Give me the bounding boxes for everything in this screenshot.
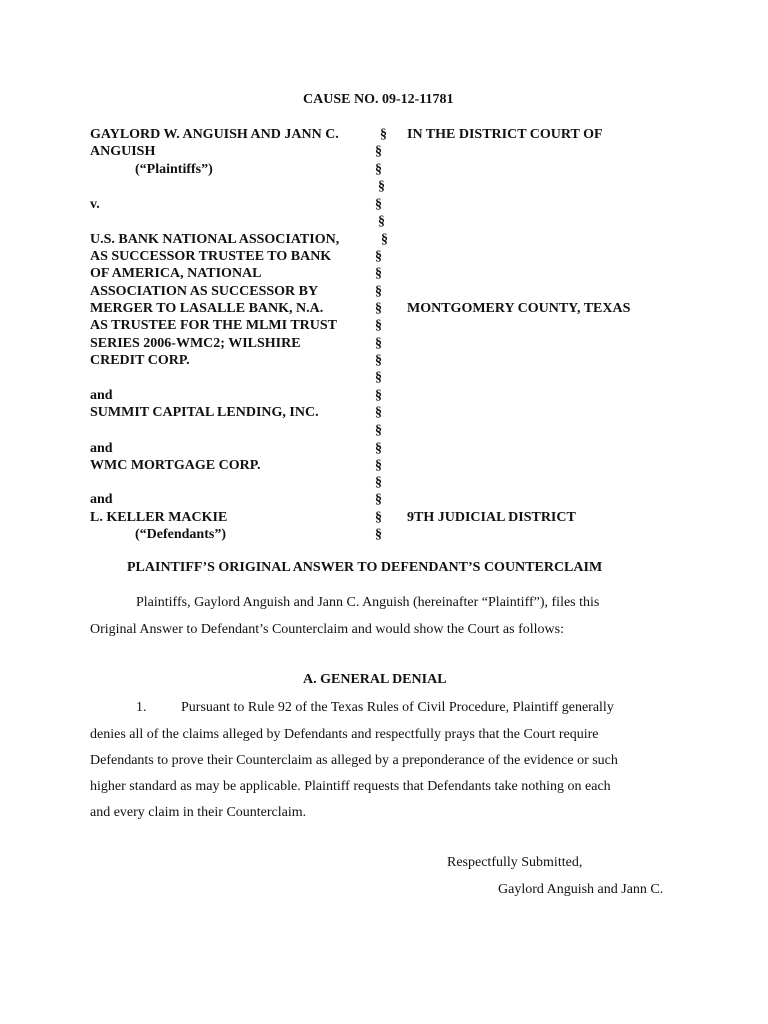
section-symbol: § bbox=[375, 318, 382, 333]
document-title: PLAINTIFF’S ORIGINAL ANSWER TO DEFENDANT’S COUNTERCLAIM bbox=[127, 560, 603, 575]
intro-line: Plaintiffs, Gaylord Anguish and Jann C. Anguish (hereinafter “Plaintiff”), files this bbox=[136, 595, 600, 610]
section-symbol: § bbox=[375, 284, 382, 299]
county-name: MONTGOMERY COUNTY, TEXAS bbox=[407, 301, 631, 316]
paragraph-line: and every claim in their Counterclaim. bbox=[90, 805, 307, 820]
section-symbol: § bbox=[375, 336, 382, 351]
paragraph-number: 1. bbox=[136, 700, 147, 715]
signature-closing: Respectfully Submitted, bbox=[447, 855, 583, 870]
section-symbol: § bbox=[375, 492, 382, 507]
intro-line: Original Answer to Defendant’s Counterclaim and would show the Court as follows: bbox=[90, 622, 564, 637]
section-symbol: § bbox=[375, 353, 382, 368]
defendant2-name: SUMMIT CAPITAL LENDING, INC. bbox=[90, 405, 319, 420]
section-symbol: § bbox=[378, 214, 385, 229]
section-symbol: § bbox=[375, 370, 382, 385]
defendant1-line: AS SUCCESSOR TRUSTEE TO BANK bbox=[90, 249, 332, 264]
section-symbol: § bbox=[375, 423, 382, 438]
section-symbol: § bbox=[381, 232, 388, 247]
defendant3-name: WMC MORTGAGE CORP. bbox=[90, 458, 261, 473]
signature-names: Gaylord Anguish and Jann C. bbox=[498, 882, 664, 897]
defendant1-line: AS TRUSTEE FOR THE MLMI TRUST bbox=[90, 318, 338, 333]
versus: v. bbox=[90, 197, 100, 212]
defendant1-line: ASSOCIATION AS SUCCESSOR BY bbox=[90, 284, 319, 299]
plaintiffs-role: (“Plaintiffs”) bbox=[135, 162, 213, 177]
and-connector: and bbox=[90, 492, 113, 507]
section-symbol: § bbox=[375, 405, 382, 420]
section-symbol: § bbox=[375, 162, 382, 177]
judicial-district: 9TH JUDICIAL DISTRICT bbox=[407, 510, 576, 525]
section-symbol: § bbox=[375, 301, 382, 316]
and-connector: and bbox=[90, 388, 113, 403]
section-symbol: § bbox=[378, 179, 385, 194]
defendant1-line: CREDIT CORP. bbox=[90, 353, 190, 368]
paragraph-line: denies all of the claims alleged by Defendants and respectfully prays that the Court require bbox=[90, 727, 599, 742]
section-symbol: § bbox=[375, 144, 382, 159]
plaintiffs-line-2: ANGUISH bbox=[90, 144, 156, 159]
section-symbol: § bbox=[375, 475, 382, 490]
defendant1-line: OF AMERICA, NATIONAL bbox=[90, 266, 262, 281]
defendant1-line: U.S. BANK NATIONAL ASSOCIATION, bbox=[90, 232, 340, 247]
section-symbol: § bbox=[375, 441, 382, 456]
section-a-heading: A. GENERAL DENIAL bbox=[303, 672, 447, 687]
defendant1-line: SERIES 2006-WMC2; WILSHIRE bbox=[90, 336, 301, 351]
paragraph-line: higher standard as may be applicable. Plaintiff requests that Defendants take nothing on each bbox=[90, 779, 611, 794]
section-symbol: § bbox=[375, 527, 382, 542]
section-symbol: § bbox=[380, 127, 387, 142]
paragraph-line: Defendants to prove their Counterclaim as alleged by a preponderance of the evidence or such bbox=[90, 753, 618, 768]
cause-number: CAUSE NO. 09-12-11781 bbox=[303, 92, 454, 107]
and-connector: and bbox=[90, 441, 113, 456]
court-name: IN THE DISTRICT COURT OF bbox=[407, 127, 603, 142]
section-symbol: § bbox=[375, 249, 382, 264]
defendants-role: (“Defendants”) bbox=[135, 527, 226, 542]
defendant1-line: MERGER TO LASALLE BANK, N.A. bbox=[90, 301, 324, 316]
paragraph-line: Pursuant to Rule 92 of the Texas Rules of Civil Procedure, Plaintiff generally bbox=[181, 700, 614, 715]
defendant4-name: L. KELLER MACKIE bbox=[90, 510, 228, 525]
section-symbol: § bbox=[375, 458, 382, 473]
section-symbol: § bbox=[375, 266, 382, 281]
section-symbol: § bbox=[375, 510, 382, 525]
plaintiffs-line-1: GAYLORD W. ANGUISH AND JANN C. bbox=[90, 127, 339, 142]
section-symbol: § bbox=[375, 197, 382, 212]
section-symbol: § bbox=[375, 388, 382, 403]
